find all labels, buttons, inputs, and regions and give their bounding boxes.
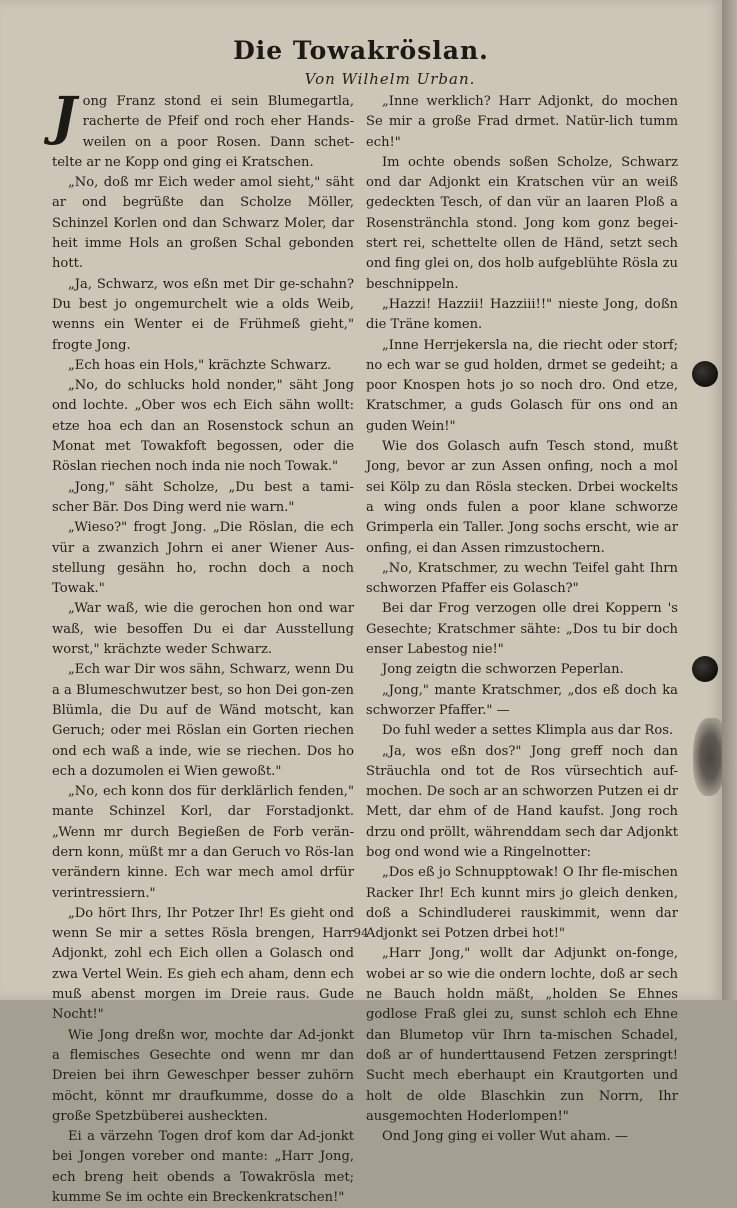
paragraph: „Do hört Ihrs, Ihr Potzer Ihr! Es gieht ond wenn Se mir a settes Rösla brengen, Harr Adjonkt, zohl ech Eich ollen a Golasch ond zwa Vertel Wein. Es gieh ech aham, denn ech muß abenst morgen im Dreie raus. Gude Nocht!" xyxy=(52,905,354,1023)
paragraph: „Jong," mante Kratschmer, „dos eß doch ka schworzer Pfaffer." — xyxy=(366,682,678,718)
binder-hole xyxy=(692,656,718,682)
right-column xyxy=(366,92,678,1147)
paragraph: „Inne werklich? Harr Adjonkt, do mochen Se mir a große Frad drmet. Natür-lich tumm ech!" xyxy=(366,94,678,150)
binding-gutter xyxy=(722,0,737,1000)
paragraph: „Ech war Dir wos sähn, Schwarz, wenn Du a a Blumeschwutzer best, so hon Dei gon-zen Blümla, die Du auf de Wänd motscht, kan Geruch; oder mei Röslan ein Gorten riechen ond ech waß a inde, wie se riechen. Dos ho ech a dozumolen ei Wien gewoßt." xyxy=(52,662,354,779)
paragraph xyxy=(52,86,354,173)
paragraph: „Hazzi! Hazzii! Hazziii!!" nieste Jong, doßn die Träne komen. xyxy=(366,296,678,333)
paragraph: Wie Jong dreßn wor, mochte dar Ad-jonkt a flemisches Gesechte ond wenn mr dan Dreien bei ihrn Geweschper besser zuhörn möcht, könnt mr draufkumme, dosse do a große Spetzbüberei ausheckten. xyxy=(52,1027,354,1124)
paragraph: „No, do schlucks hold nonder," säht Jong ond lochte. „Ober wos ech Eich sähn wollt: etze hoa ech dan an Rosenstock schun an Monat met Towakfoft begossen, oder die Röslan riechen noch inda nie noch Towak." xyxy=(52,378,354,475)
binder-hole xyxy=(692,361,718,387)
paragraph: Wie dos Golasch aufn Tesch stond, mußt Jong, bevor ar zun Assen onfing, noch a mol sei Kölp zu dan Rösla stecken. Drbei wockelts a wing onds fulen a poor klane schworze Grimperla ein Taller. Jong sochs erscht, wie ar onfing, ei dan Assen rimzustochern. xyxy=(366,439,678,556)
drop-cap: J xyxy=(52,86,77,147)
paragraph: Ei a värzehn Togen drof kom dar Ad-jonkt bei Jongen voreber ond mante: „Harr Jong, ech breng heit obends a Towakrösla met; kumme Se im ochte ein Breckenkratschen!" xyxy=(52,1129,354,1206)
paragraph: „War waß, wie die gerochen hon ond war waß, wie besoffen Du ei dar Ausstellung worst," krächzte weder Schwarz. xyxy=(52,601,354,658)
byline: Von Wilhelm Urban. xyxy=(304,70,476,88)
paragraph: Ond Jong ging ei voller Wut aham. — xyxy=(382,1129,628,1145)
paragraph: Do fuhl weder a settes Klimpla aus dar Ros. xyxy=(382,723,674,739)
paragraph: „Dos eß jo Schnupptowak! O Ihr fle-mischen Racker Ihr! Ech kunnt mirs jo gleich denken, doß a Schindluderei rauskimmit, wenn dar Adjonkt sei Potzen drbei hot!" xyxy=(366,865,678,942)
paragraph: „Harr Jong," wollt dar Adjunkt on-fonge, wobei ar so wie die ondern lochte, doß ar sech ne Bauch holdn mäßt, „holden Se Ehnes godlose Fraß glei zu, sunst schloh ech Ehne dan Blumetop vür Ihrn ta-mischen Schadel, doß ar of hunderttausend Fetzen zerspringt! Sucht mech eberhaupt ein Krautgorten und holt de olde Blaschkin zun Norrn, Ihr ausgemochten Hoderlompen!" xyxy=(366,946,678,1124)
paragraph: „No, ech konn dos für derklärlich fenden," mante Schinzel Korl, dar Forstadjonkt. „Wenn mr durch Begießen de Forb verän-dern konn, müßt mr a dan Geruch vo Rös-lan verändern kinne. Ech war mech amol drfür verintressiern." xyxy=(52,784,354,901)
paragraph: „Inne Herrjekersla na, die riecht oder storf; no ech war se gud holden, drmet se gedeiht; a poor Knospen hots jo so noch dro. Ond etze, Kratschmer, a guds Golasch für ons ond an guden Wein!" xyxy=(366,337,678,434)
paragraph: Im ochte obends soßen Scholze, Schwarz ond dar Adjonkt ein Kratschen vür an weiß gedeckten Tesch, of dan vür an laaren Ploß a Rosenstränchla stond. Jong kom gonz begei-stert rei, schettelte ollen de Händ, setzt sech ond fing glei on, dos holb aufgeblühte Rösla zu beschnippeln. xyxy=(366,154,678,292)
paragraph: „Ech hoas ein Hols," krächzte Schwarz. xyxy=(68,357,332,373)
left-column xyxy=(52,86,354,1208)
paragraph: „No, Kratschmer, zu wechn Teifel gaht Ihrn schworzen Pfaffer eis Golasch?" xyxy=(366,560,678,597)
paragraph: Bei dar Frog verzogen olle drei Koppern 's Gesechte; Kratschmer sähte: „Dos tu bir doch enser Labestog nie!" xyxy=(366,601,678,658)
paragraph: „No, doß mr Eich weder amol sieht," säht ar ond begrüßte dan Scholze Möller, Schinzel Korlen ond dan Schwarz Moler, dar heit imme Hols an großen Schal gebonden hott. xyxy=(52,175,354,272)
paragraph: „Ja, wos eßn dos?" Jong greff noch dan Sträuchla ond tot de Ros vürsechtich auf-mochen. De soch ar an schworzen Putzen ei dr Mett, dar ehm of de Hand kaufst. Jong roch drzu ond pröllt, währenddam sech dar Adjonkt bog ond wond wie a Ringelnotter: xyxy=(366,743,678,860)
paragraph: Jong zeigtn die schworzen Peperlan. xyxy=(382,662,624,678)
paragraph: „Jong," säht Scholze, „Du best a tami-scher Bär. Dos Ding werd nie warn." xyxy=(52,479,354,515)
paragraph: „Ja, Schwarz, wos eßn met Dir ge-schahn? Du best jo ongemurchelt wie a olds Weib, wenns ein Wenter ei de Frühmeß gieht," frogte Jong. xyxy=(52,276,354,353)
page-number: 94 xyxy=(353,926,369,940)
article-title: Die Towakröslan. xyxy=(233,36,489,65)
paragraph: „Wieso?" frogt Jong. „Die Röslan, die ech vür a zwanzich Johrn ei aner Wiener Aus-stellung gesähn ho, rochn doch a noch Towak." xyxy=(52,520,354,597)
paragraph-text: ong Franz stond ei sein Blumegartla, racherte de Pfeif ond roch eher Hands-weilen on a poor Rosen. Dann schet-telte ar ne Kopp ond ging ei Kratschen. xyxy=(52,94,354,170)
